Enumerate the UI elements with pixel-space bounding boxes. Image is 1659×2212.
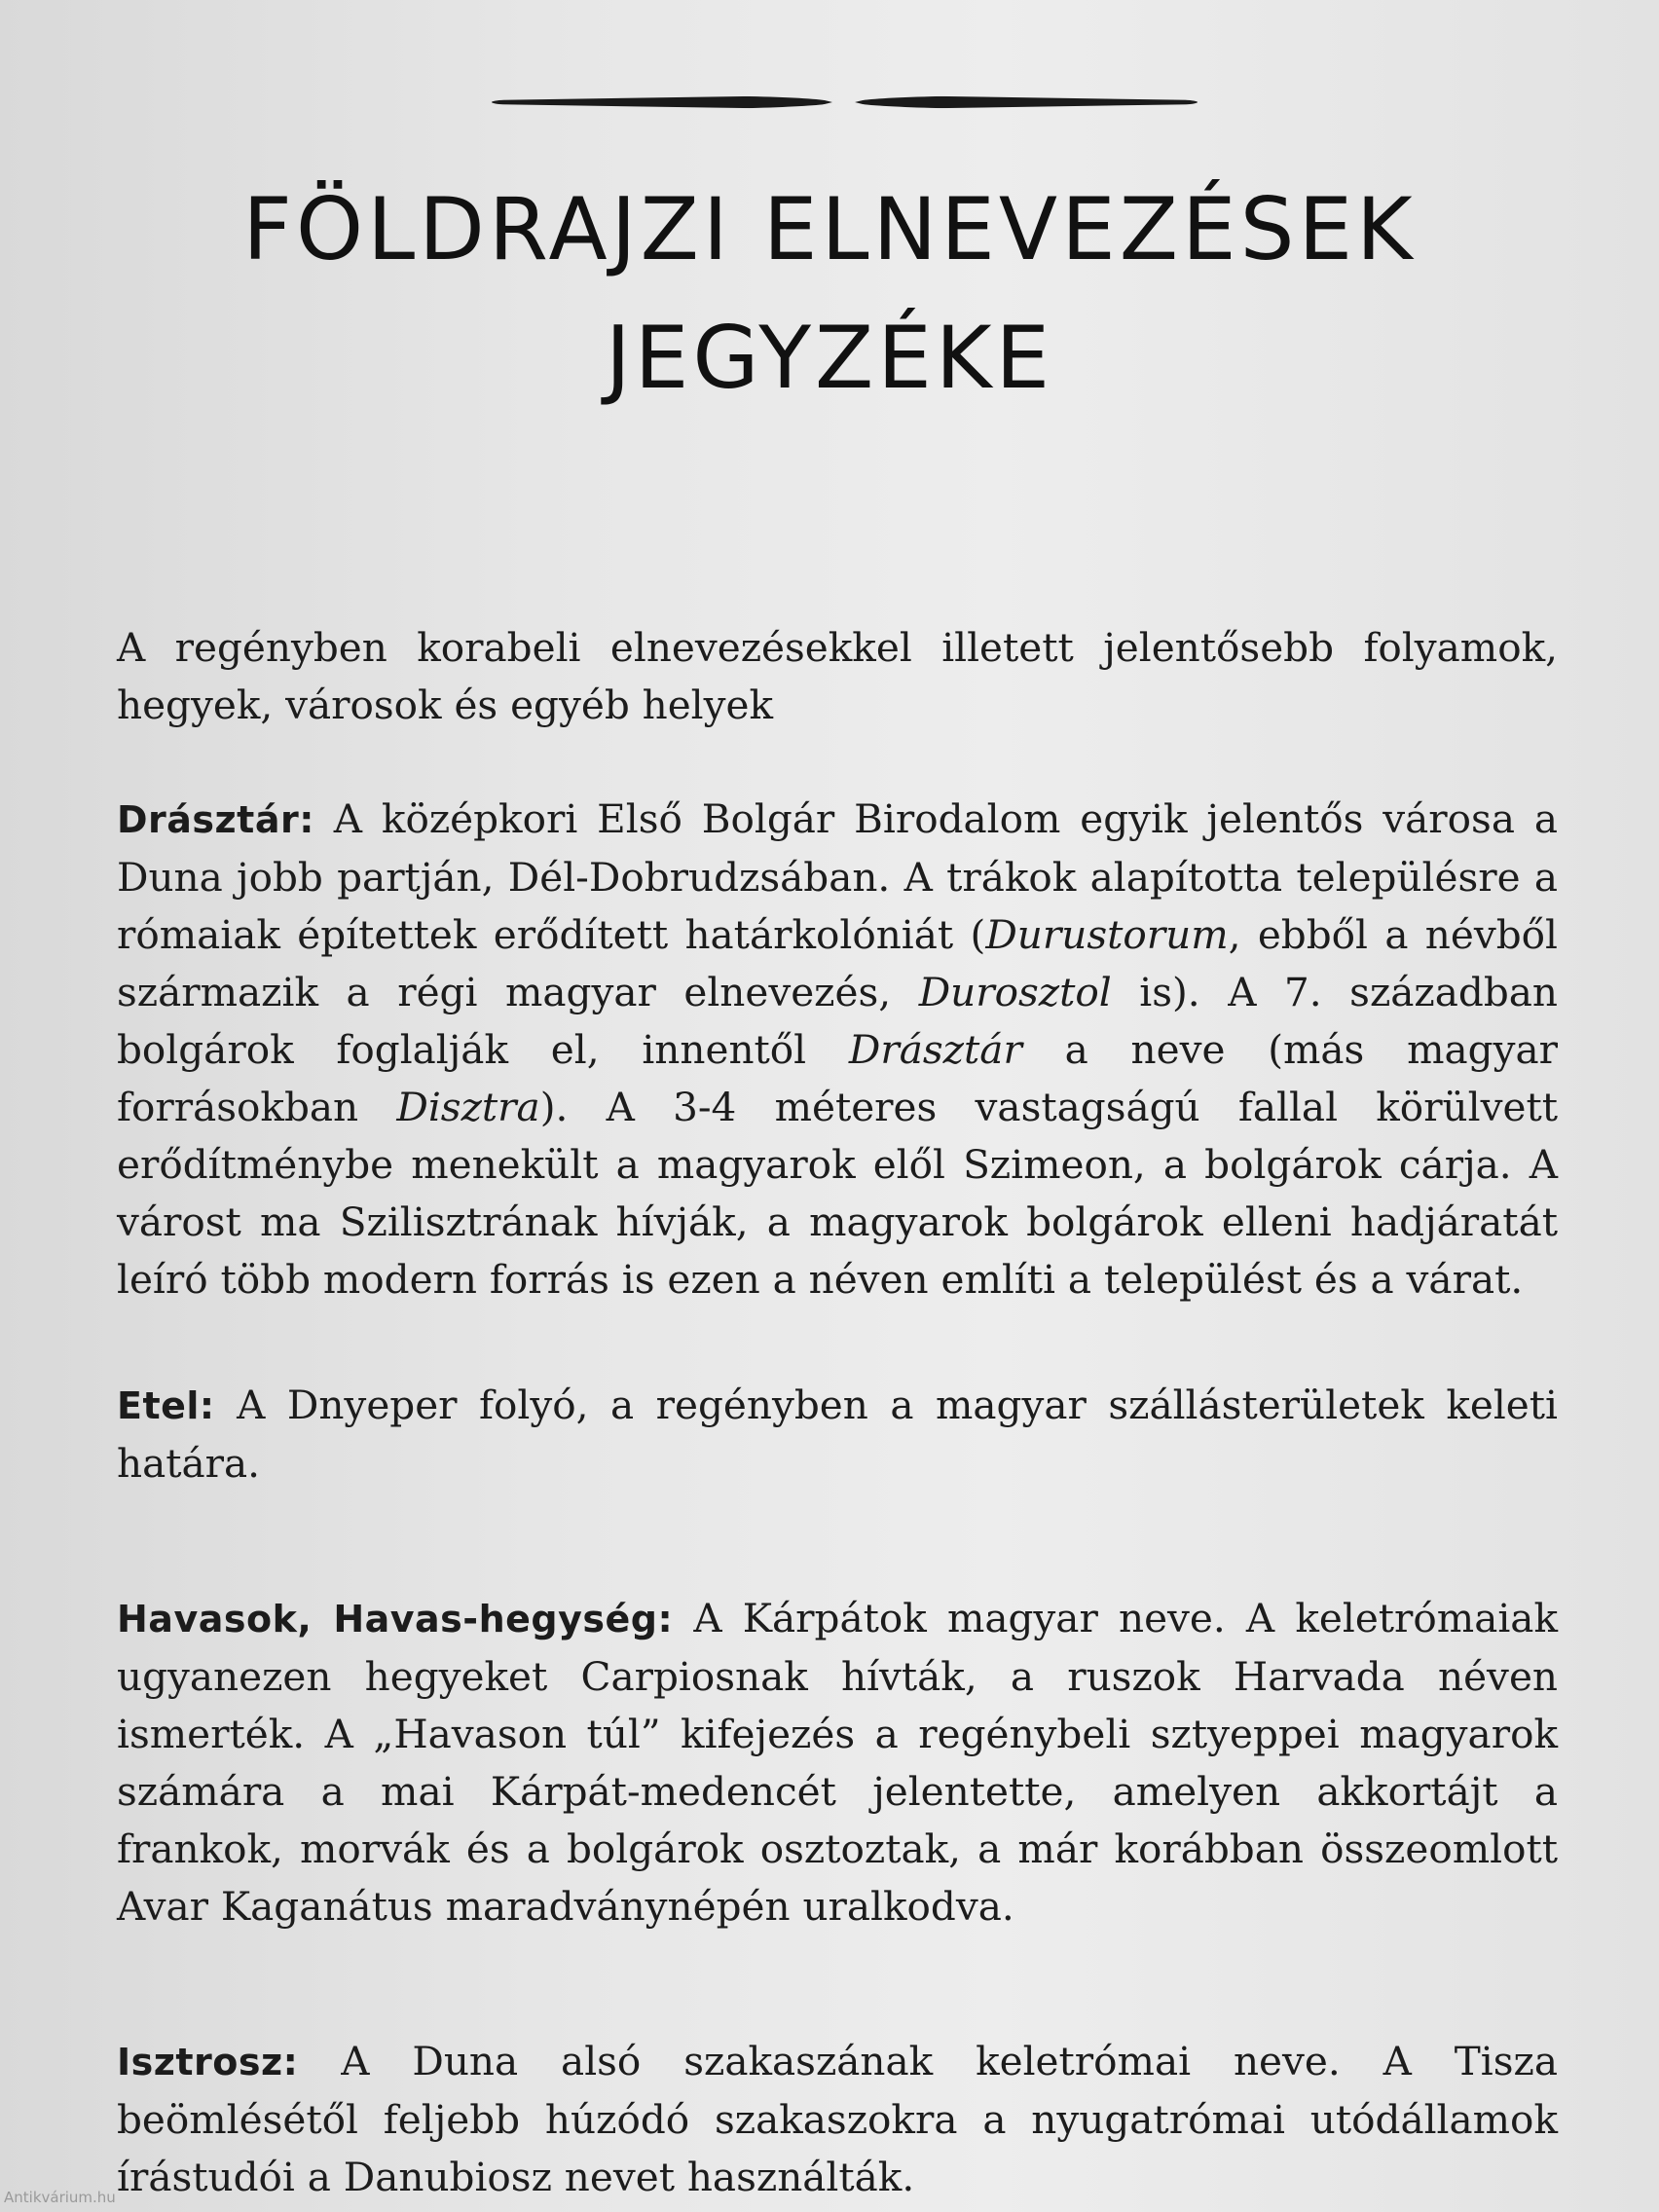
entry-italic: Durosztol	[918, 969, 1112, 1015]
entry-text: A Duna alsó szakaszának keletrómai neve. A Tisza beömlésétől feljebb húzódó szakaszokra a nyugatrómai utódállamok írástudói a Danubiosz nevet használták.	[117, 2038, 1558, 2200]
entry-italic: Disztra	[396, 1084, 540, 1130]
entry-text: , ebből a névből származik a régi magyar elnevezés,	[117, 911, 1558, 1015]
title-line-2: JEGYZÉKE	[605, 308, 1054, 408]
entry-text: A Kárpátok magyar neve. A keletrómaiak ugyanezen hegyeket Carpiosnak hívták, a ruszok Harvada néven ismerték. A „Havason túl” kifejezés a regénybeli sztyeppei magyarok számára a mai Kárpát-medencét jelentette, amelyen akkortájt a frankok, morvák és a bolgárok osztoztak, a már korábban összeomlott Avar Kaganátus maradványnépén uralkodva.	[117, 1595, 1558, 1930]
glossary-body	[117, 619, 1558, 2212]
title-ornament-right	[855, 95, 1198, 109]
page-title	[146, 166, 1513, 423]
glossary-entry-isztrosz	[117, 2033, 1558, 2206]
entry-text: A középkori Első Bolgár Birodalom egyik jelentős városa a Duna jobb partján, Dél-Dobrudzsában. A trákok alapította településre a rómaiak építettek erődített határkolóniát (	[117, 795, 1558, 958]
entry-term: Havasok, Havas-hegység:	[117, 1598, 674, 1641]
glossary-entry-drasztar	[117, 791, 1558, 1309]
glossary-entry-havasok	[117, 1590, 1558, 1936]
entry-text: A Dnyeper folyó, a regényben a magyar szállásterületek keleti határa.	[117, 1382, 1558, 1487]
intro-paragraph: A regényben korabeli elnevezésekkel illetett jelentősebb folyamok, hegyek, városok és egyéb helyek	[117, 624, 1558, 728]
entry-text: a neve (más magyar forrásokban	[117, 1026, 1558, 1130]
entry-term: Etel:	[117, 1384, 215, 1427]
entry-term: Drásztár:	[117, 798, 314, 841]
glossary-entry-etel	[117, 1377, 1558, 1493]
entry-text: is). A 7. században bolgárok foglalják el, innentől	[117, 969, 1558, 1073]
entry-term: Isztrosz:	[117, 2041, 299, 2083]
entry-text: ). A 3-4 méteres vastagságú fallal körülvett erődítménybe menekült a magyarok elől Szimeon, a bolgárok cárja. A várost ma Szilisztrának hívják, a magyarok bolgárok elleni hadjáratát leíró több modern forrás is ezen a néven említi a települést és a várat.	[117, 1084, 1558, 1303]
entry-italic: Durustorum	[985, 911, 1229, 958]
entry-italic: Drásztár	[848, 1026, 1022, 1073]
title-ornament-left	[492, 95, 832, 109]
watermark: Antikvárium.hu	[4, 2189, 116, 2206]
title-line-1: FÖLDRAJZI ELNEVEZÉSEK	[242, 179, 1417, 279]
